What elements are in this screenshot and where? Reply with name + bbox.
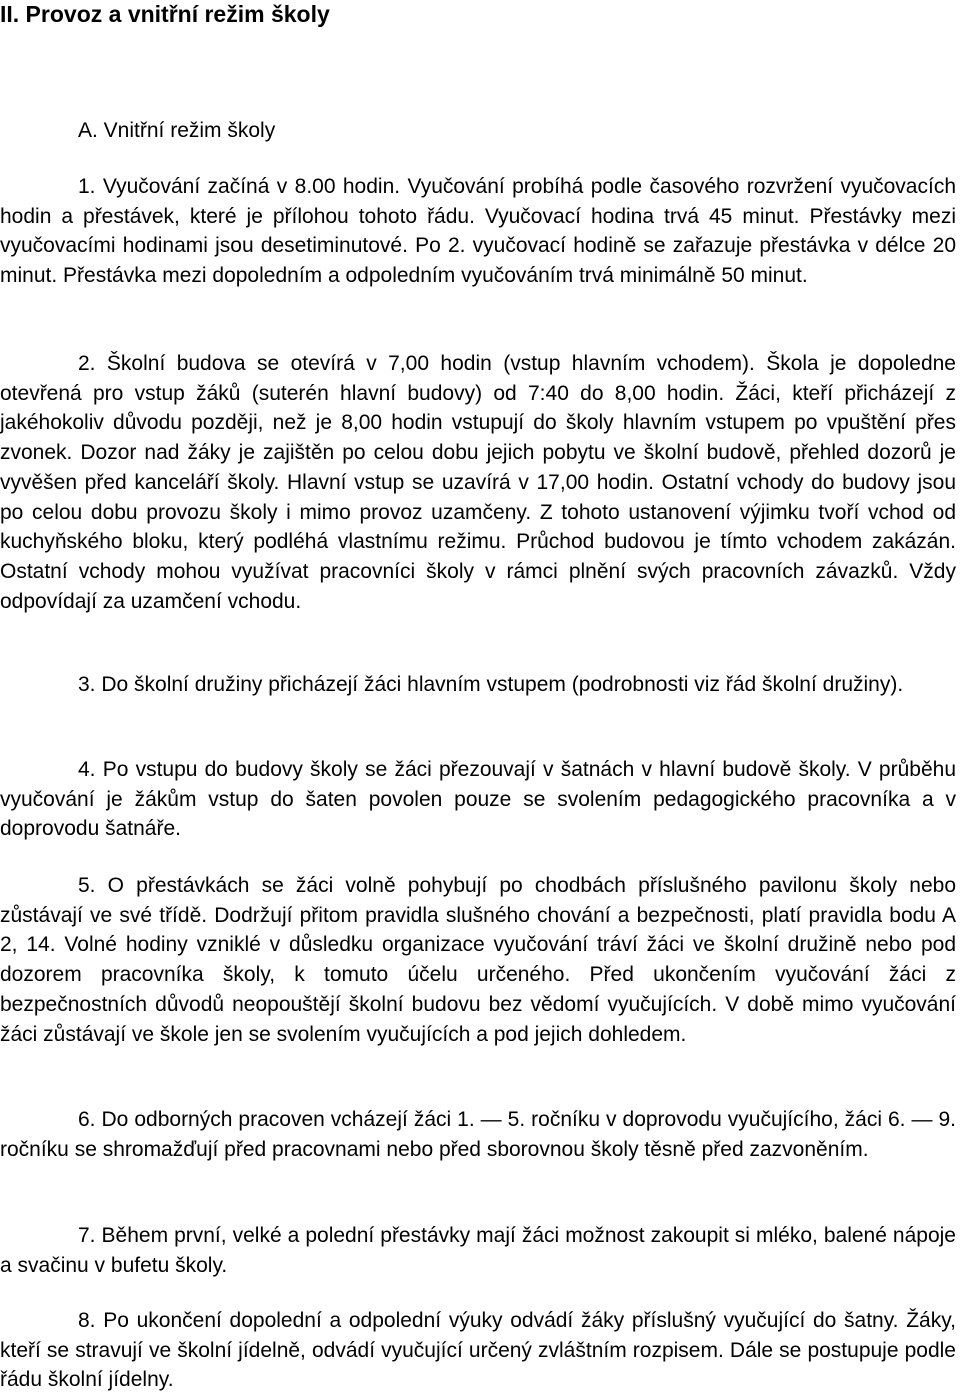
paragraph-6: 6. Do odborných pracoven vcházejí žáci 1. — 5. ročníku v doprovodu vyučujícího, žáci 6. — 9. ročníku se shromažďují před pracovnami nebo před sborovnou školy těsně před zazvoněním. <box>0 1108 956 1161</box>
paragraph-3: 3. Do školní družiny přicházejí žáci hlavním vstupem (podrobnosti viz řád školní družiny). <box>78 673 904 696</box>
paragraph-5: 5. O přestávkách se žáci volně pohybují po chodbách příslušného pavilonu školy nebo zůstávají ve své třídě. Dodržují přitom pravidla slušného chování a bezpečnosti, platí pravidla bodu A 2, 14. Volné hodiny vzniklé v důsledku organizace vyučování tráví žáci ve školní družině nebo pod dozorem pracovníka školy, k tomuto účelu určeného. Před ukončením vyučování žáci z bezpečnostních důvodů neopouštějí školní budovu bez vědomí vyučujících. V době mimo vyučování žáci zůstávají ve škole jen se svolením vyučujících a pod jejich dohledem. <box>0 874 956 1046</box>
section-heading: II. Provoz a vnitřní režim školy <box>0 1 330 27</box>
paragraph-4: 4. Po vstupu do budovy školy se žáci přezouvají v šatnách v hlavní budově školy. V průběhu vyučování je žákům vstup do šaten povolen pouze se svolením pedagogického pracovníka a v doprovodu šatnáře. <box>0 758 956 841</box>
paragraph-2: 2. Školní budova se otevírá v 7,00 hodin (vstup hlavním vchodem). Škola je dopoledne otevřená pro vstup žáků (suterén hlavní budovy) od 7:40 do 8,00 hodin. Žáci, kteří přicházejí z jakéhokoliv důvodu později, než je 8,00 hodin vstupují do školy hlavním vstupem po vpuštění přes zvonek. Dozor nad žáky je zajištěn po celou dobu jejich pobytu ve školní budově, přehled dozorů je vyvěšen před kanceláří školy. Hlavní vstup se uzavírá v 17,00 hodin. Ostatní vchody do budovy jsou po celou dobu provozu školy i mimo provoz uzamčeny. Z tohoto ustanovení výjimku tvoří vchod od kuchyňského bloku, který podléhá vlastnímu režimu. Průchod budovou je tímto vchodem zakázán. Ostatní vchody mohou využívat pracovníci školy v rámci plnění svých pracovních závazků. Vždy odpovídají za uzamčení vchodu. <box>0 352 956 613</box>
paragraph-7: 7. Během první, velké a polední přestávky mají žáci možnost zakoupit si mléko, balené nápoje a svačinu v bufetu školy. <box>0 1224 956 1277</box>
subsection-heading: A. Vnitřní režim školy <box>78 119 276 142</box>
paragraph-8: 8. Po ukončení dopolední a odpolední výuky odvádí žáky příslušný vyučující do šatny. Žáky, kteří se stravují ve školní jídelně, odvádí vyučující určený zvláštním rozpisem. Dále se postupuje podle řádu školní jídelny. <box>0 1309 956 1392</box>
paragraph-1: 1. Vyučování začíná v 8.00 hodin. Vyučování probíhá podle časového rozvržení vyučovacích hodin a přestávek, které je přílohou tohoto řádu. Vyučovací hodina trvá 45 minut. Přestávky mezi vyučovacími hodinami jsou desetiminutové. Po 2. vyučovací hodině se zařazuje přestávka v délce 20 minut. Přestávka mezi dopoledním a odpoledním vyučováním trvá minimálně 50 minut. <box>0 175 956 288</box>
